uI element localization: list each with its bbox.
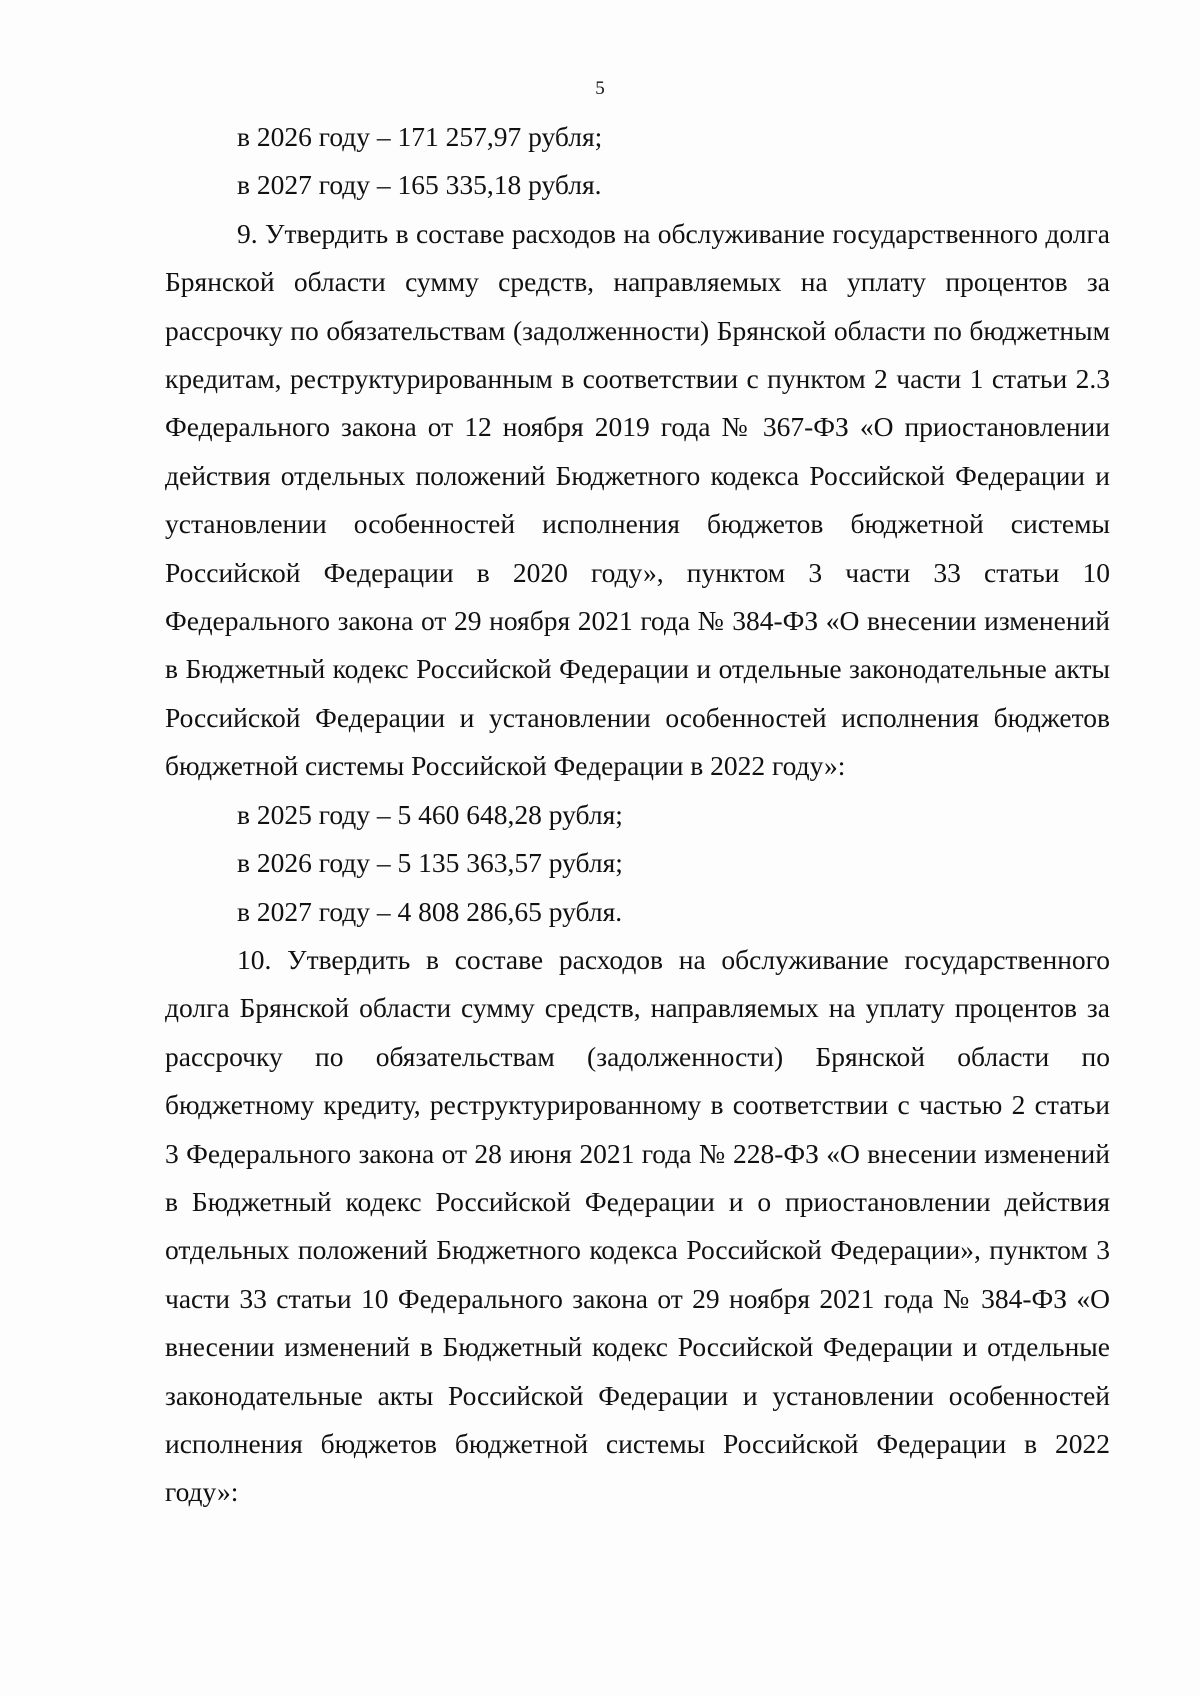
page-number: 5 <box>595 78 605 99</box>
document-body <box>165 113 1110 1517</box>
amount-line: в 2026 году – 171 257,97 рубля; <box>237 121 603 152</box>
paragraph-10: 10. Утвердить в составе расходов на обслуживание государственного долга Брянской области сумму средств, направляемых на уплату процентов за рассрочку по обязательствам (задолженности) Брянской области по бюджетному кредиту, реструктурированному в соответствии с частью 2 статьи 3 Федерального закона от 28 июня 2021 года № 228-ФЗ «О внесении изменений в Бюджетный кодекс Российской Федерации и о приостановлении действия отдельных положений Бюджетного кодекса Российской Федерации», пунктом 3 части 33 статьи 10 Федерального закона от 29 ноября 2021 года № 384-ФЗ «О внесении изменений в Бюджетный кодекс Российской Федерации и отдельные законодательные акты Российской Федерации и установлении особенностей исполнения бюджетов бюджетной системы Российской Федерации в 2022 году»: <box>165 943 1110 1508</box>
amount-line: в 2025 году – 5 460 648,28 рубля; <box>237 798 623 830</box>
paragraph-9: 9. Утвердить в составе расходов на обслуживание государственного долга Брянской области сумму средств, направляемых на уплату процентов за рассрочку по обязательствам (задолженности) Брянской области по бюджетным кредитам, реструктурированным в соответствии с пунктом 2 части 1 статьи 2.3 Федерального закона от 12 ноября 2019 года № 367-ФЗ «О приостановлении действия отдельных положений Бюджетного кодекса Российской Федерации и установлении особенностей исполнения бюджетов бюджетной системы Российской Федерации в 2020 году», пунктом 3 части 33 статьи 10 Федерального закона от 29 ноября 2021 года № 384-ФЗ «О внесении изменений в Бюджетный кодекс Российской Федерации и отдельные законодательные акты Российской Федерации и установлении особенностей исполнения бюджетов бюджетной системы Российской Федерации в 2022 году»: <box>165 217 1110 782</box>
amount-line: в 2027 году – 165 335,18 рубля. <box>237 169 602 201</box>
amount-line: в 2026 году – 5 135 363,57 рубля; <box>237 847 623 879</box>
amount-line: в 2027 году – 4 808 286,65 рубля. <box>237 895 623 927</box>
